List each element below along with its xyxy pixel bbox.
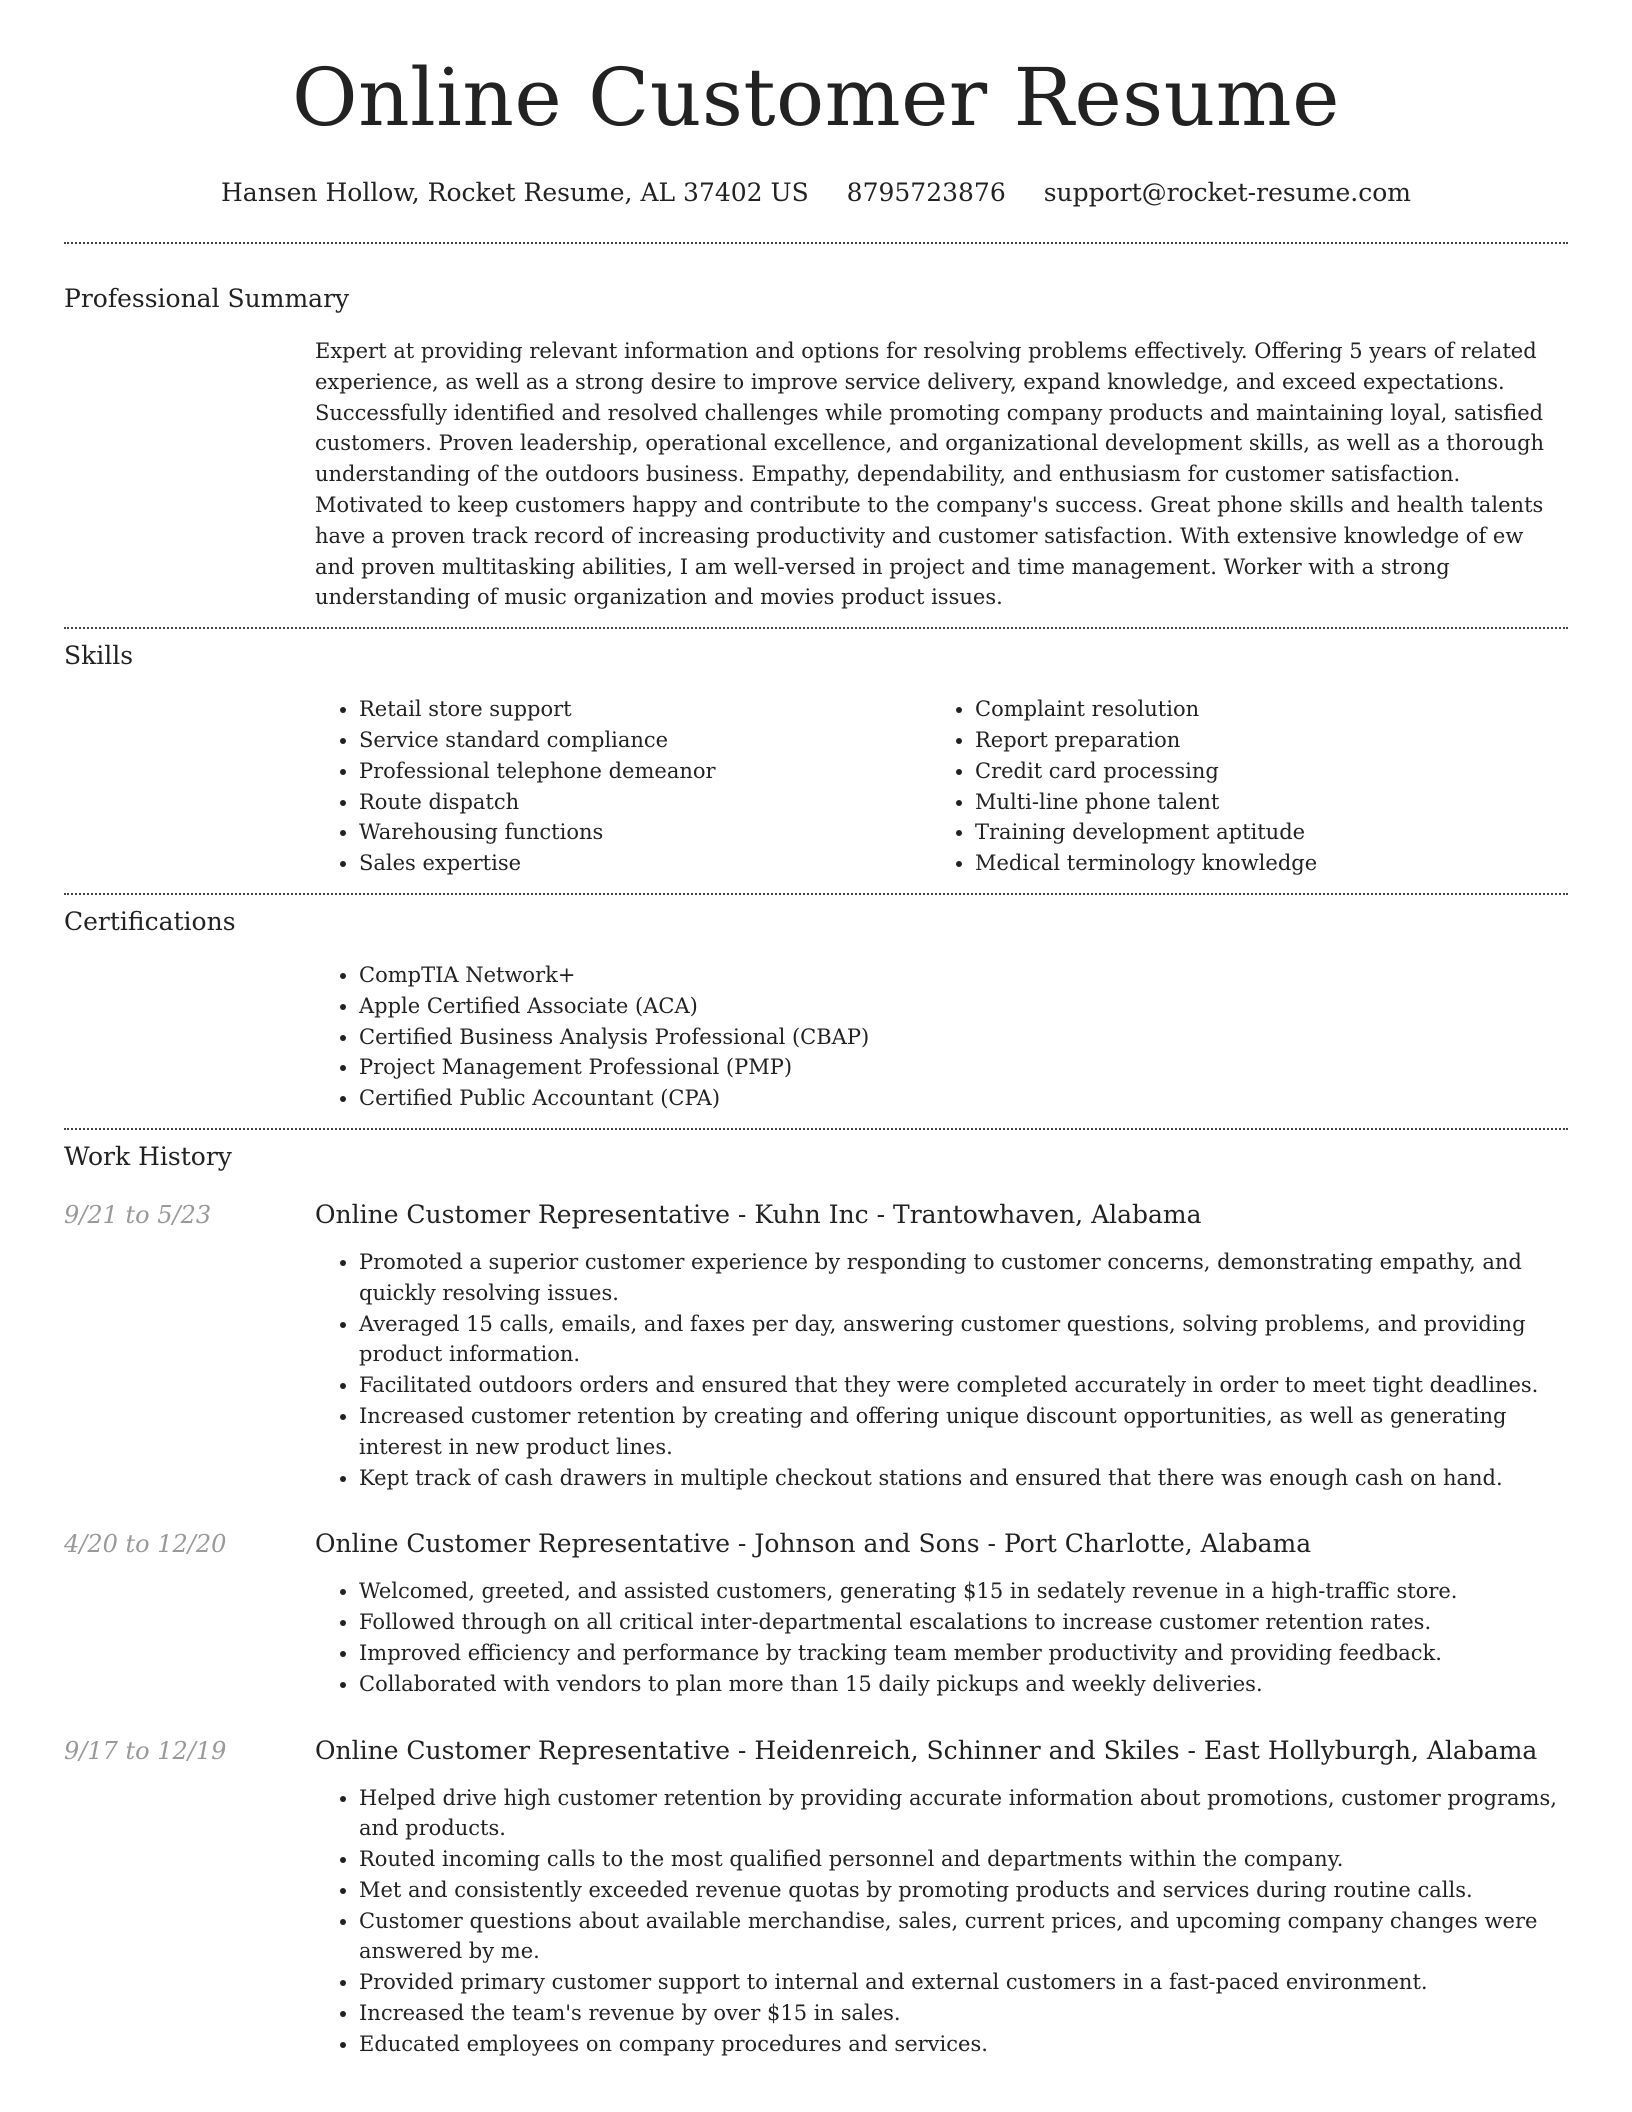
skill-item: • Multi-line phone talent — [975, 787, 1568, 818]
contact-line — [64, 178, 1568, 208]
job-title: Online Customer Representative - Kuhn Inc - Trantowhaven, Alabama — [315, 1199, 1202, 1229]
job-bullet: • Collaborated with vendors to plan more than 15 daily pickups and weekly deliveries. — [359, 1669, 1568, 1700]
job-header — [64, 1529, 1568, 1559]
skill-item: • Service standard compliance — [359, 725, 931, 756]
job-bullet: • Educated employees on company procedures and services. — [359, 2029, 1568, 2060]
job-entry — [64, 1736, 1568, 2060]
skill-item: • Report preparation — [975, 725, 1568, 756]
job-bullets — [315, 1783, 1568, 2060]
certifications-heading: Certifications — [64, 906, 236, 936]
job-dates: 4/20 to 12/20 — [64, 1530, 227, 1559]
job-title: Online Customer Representative - Heidenreich, Schinner and Skiles - East Hollyburgh, Alabama — [315, 1735, 1538, 1765]
job-header — [64, 1200, 1568, 1230]
job-bullet: • Increased customer retention by creating and offering unique discount opportunities, as well as generating interest in new product lines. — [359, 1401, 1568, 1463]
work-history-heading: Work History — [64, 1141, 232, 1171]
resume-title: Online Customer Resume — [292, 51, 1340, 144]
job-bullet: • Met and consistently exceeded revenue quotas by promoting products and services during routine calls. — [359, 1875, 1568, 1906]
skills-section — [64, 629, 1568, 893]
job-entry — [64, 1529, 1568, 1699]
work-history-section — [64, 1130, 1568, 2060]
skill-item: • Sales expertise — [359, 848, 931, 879]
summary-body — [315, 336, 1568, 627]
skill-item: • Training development aptitude — [975, 817, 1568, 848]
certification-item: • Certified Public Accountant (CPA) — [359, 1083, 1568, 1114]
certifications-section — [64, 895, 1568, 1128]
certification-item: • CompTIA Network+ — [359, 960, 1568, 991]
skill-item: • Retail store support — [359, 694, 931, 725]
job-bullet: • Followed through on all critical inter-departmental escalations to increase customer retention rates. — [359, 1607, 1568, 1638]
certification-item: • Project Management Professional (PMP) — [359, 1052, 1568, 1083]
skills-column-right — [931, 694, 1568, 879]
summary-section — [64, 244, 1568, 627]
job-bullet: • Promoted a superior customer experience by responding to customer concerns, demonstrating empathy, and quickly resolving issues. — [359, 1247, 1568, 1309]
job-dates: 9/17 to 12/19 — [64, 1736, 227, 1765]
skill-item: • Medical terminology knowledge — [975, 848, 1568, 879]
skill-item: • Route dispatch — [359, 787, 931, 818]
job-title: Online Customer Representative - Johnson and Sons - Port Charlotte, Alabama — [315, 1529, 1312, 1559]
job-bullet: • Helped drive high customer retention by providing accurate information about promotions, customer programs, and products. — [359, 1783, 1568, 1845]
job-bullets — [315, 1247, 1568, 1493]
skills-column-left — [315, 694, 931, 879]
certification-item: • Apple Certified Associate (ACA) — [359, 991, 1568, 1022]
job-bullet: • Averaged 15 calls, emails, and faxes per day, answering customer questions, solving problems, and providing product information. — [359, 1309, 1568, 1371]
job-bullet: • Kept track of cash drawers in multiple checkout stations and ensured that there was enough cash on hand. — [359, 1463, 1568, 1494]
job-header — [64, 1736, 1568, 1766]
skill-item: • Professional telephone demeanor — [359, 756, 931, 787]
job-bullet: • Improved efficiency and performance by tracking team member productivity and providing feedback. — [359, 1638, 1568, 1669]
certification-item: • Certified Business Analysis Professional (CBAP) — [359, 1022, 1568, 1053]
job-bullet: • Routed incoming calls to the most qualified personnel and departments within the company. — [359, 1844, 1568, 1875]
job-entry — [64, 1200, 1568, 1493]
skills-heading: Skills — [64, 641, 134, 671]
job-bullet: • Provided primary customer support to internal and external customers in a fast-paced environment. — [359, 1967, 1568, 1998]
job-dates: 9/21 to 5/23 — [64, 1200, 212, 1229]
job-bullet: • Increased the team's revenue by over $15 in sales. — [359, 1998, 1568, 2029]
contact-phone: 8795723876 — [846, 178, 1006, 207]
job-bullet: • Facilitated outdoors orders and ensured that they were completed accurately in order to meet tight deadlines. — [359, 1370, 1568, 1401]
certifications-list — [315, 960, 1568, 1128]
job-bullets — [315, 1576, 1568, 1699]
summary-heading: Professional Summary — [64, 284, 350, 313]
contact-address: Hansen Hollow, Rocket Resume, AL 37402 US — [220, 178, 809, 207]
summary-text: Expert at providing relevant information and options for resolving problems effectively. Offering 5 years of related experience, as well as a strong desire to improve service delivery, expand knowledge, and exceed expectations. Successfully identified and resolved challenges while promoting company products and maintaining loyal, satisfied customers. Proven leadership, operational excellence, and organizational development skills, as well as a thorough understanding of the outdoors business. Empathy, dependability, and enthusiasm for customer satisfaction. Motivated to keep customers happy and contribute to the company's success. Great phone skills and health talents have a proven track record of increasing productivity and customer satisfaction. With extensive knowledge of ew and proven multitasking abilities, I am well-versed in project and time management. Worker with a strong understanding of music organization and movies product issues. — [315, 339, 1545, 610]
job-bullet: • Welcomed, greeted, and assisted customers, generating $15 in sedately revenue in a high-traffic store. — [359, 1576, 1568, 1607]
job-bullet: • Customer questions about available merchandise, sales, current prices, and upcoming company changes were answered by me. — [359, 1906, 1568, 1968]
skill-item: • Complaint resolution — [975, 694, 1568, 725]
skill-item: • Warehousing functions — [359, 817, 931, 848]
skills-list — [315, 694, 1568, 893]
skill-item: • Credit card processing — [975, 756, 1568, 787]
contact-email: support@rocket-resume.com — [1043, 178, 1411, 207]
